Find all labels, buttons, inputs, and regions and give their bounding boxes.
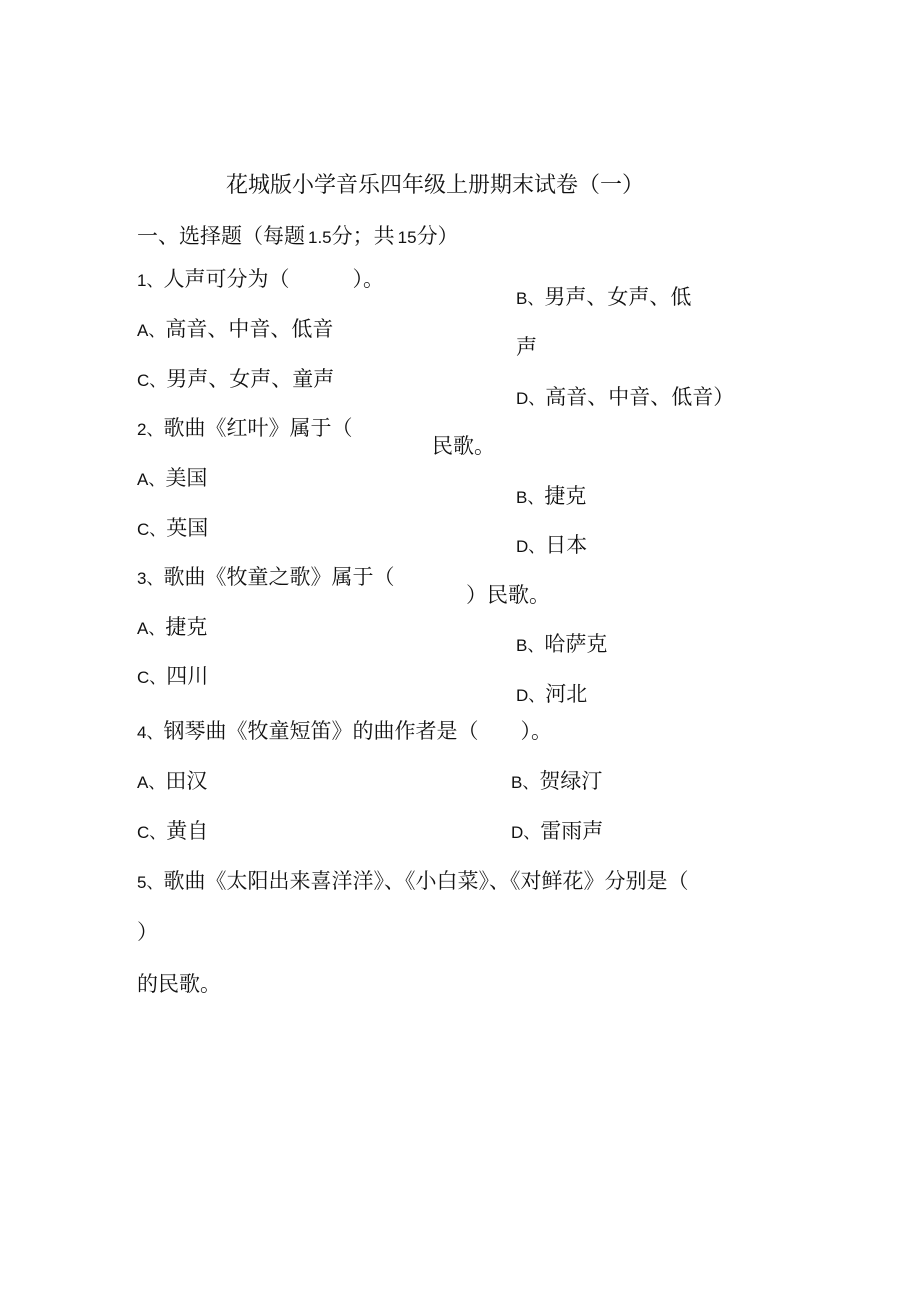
option-text: 英国 xyxy=(166,516,209,540)
option-text: 四川 xyxy=(166,664,209,688)
option-text: 美国 xyxy=(165,466,208,490)
question-number: 4、 xyxy=(137,723,164,742)
question-1-option-c xyxy=(137,365,334,395)
option-label: A、 xyxy=(137,321,166,340)
option-label: C、 xyxy=(137,823,167,842)
option-label: B、 xyxy=(516,488,545,507)
question-5-stem xyxy=(137,867,688,897)
option-label: A、 xyxy=(137,470,166,489)
section-heading-score: 1.5 xyxy=(308,228,332,247)
option-text: 雷雨声 xyxy=(540,819,604,843)
option-text: 田汉 xyxy=(165,769,208,793)
question-3-option-d xyxy=(516,680,587,710)
option-text: 河北 xyxy=(545,682,588,706)
question-2-option-b xyxy=(516,482,586,512)
option-text: 高音、中音、低音 xyxy=(165,317,334,341)
question-4-option-a xyxy=(137,767,207,797)
option-label: B、 xyxy=(516,636,545,655)
option-text: 男声、女声、童声 xyxy=(166,367,335,391)
option-label: C、 xyxy=(137,371,167,390)
question-3-option-a xyxy=(137,613,207,643)
question-text: 歌曲《牧童之歌》属于（ xyxy=(163,565,395,589)
question-4-option-c xyxy=(137,817,208,847)
question-2-option-d xyxy=(516,531,587,561)
page-title: 花城版小学音乐四年级上册期末试卷（一） xyxy=(226,173,645,198)
option-label: C、 xyxy=(137,668,167,687)
question-number: 3、 xyxy=(137,569,164,588)
question-2-option-c xyxy=(137,514,208,544)
question-4-option-d xyxy=(511,817,603,847)
question-3-stem-tail: ）民歌。 xyxy=(466,583,550,607)
section-heading-part-a: 一、选择题（每题 xyxy=(137,224,305,248)
option-text: 贺绿汀 xyxy=(539,769,603,793)
question-4-stem xyxy=(137,717,552,747)
question-1-option-b xyxy=(516,283,691,313)
question-1-option-a xyxy=(137,315,333,345)
question-1-option-d xyxy=(516,383,734,413)
section-heading xyxy=(137,222,459,252)
question-text: 歌曲《太阳出来喜洋洋》、《小白菜》、《对鲜花》分别是（ xyxy=(163,869,689,893)
question-2-stem-tail: 民歌。 xyxy=(432,434,495,458)
question-2-option-a xyxy=(137,464,207,494)
question-3-option-b xyxy=(516,630,607,660)
option-label: A、 xyxy=(137,619,166,638)
question-1-option-b-continued: 声 xyxy=(516,335,537,359)
question-2-stem xyxy=(137,414,352,444)
question-5-stem-line-3: 的民歌。 xyxy=(137,972,221,996)
option-text: 黄自 xyxy=(166,819,209,843)
option-label: D、 xyxy=(516,389,546,408)
option-label: C、 xyxy=(137,520,167,539)
question-text: 钢琴曲《牧童短笛》的曲作者是（ ）。 xyxy=(163,719,552,743)
option-text: 捷克 xyxy=(165,615,208,639)
question-5-stem-line-2: ） xyxy=(137,920,158,944)
option-text: 男声、女声、低 xyxy=(544,285,692,309)
option-label: D、 xyxy=(516,686,546,705)
question-4-option-b xyxy=(511,767,602,797)
option-text: 哈萨克 xyxy=(544,632,608,656)
option-label: B、 xyxy=(511,773,540,792)
option-label: A、 xyxy=(137,773,166,792)
question-number: 2、 xyxy=(137,420,164,439)
section-heading-part-c: 分） xyxy=(416,224,459,248)
question-3-stem xyxy=(137,563,394,593)
question-text: 人声可分为（ ）。 xyxy=(163,267,384,291)
question-number: 1、 xyxy=(137,271,164,290)
option-text: 高音、中音、低音） xyxy=(545,385,735,409)
option-label: B、 xyxy=(516,289,545,308)
question-3-option-c xyxy=(137,662,208,692)
question-number: 5、 xyxy=(137,873,164,892)
option-text: 日本 xyxy=(545,533,588,557)
option-label: D、 xyxy=(516,537,546,556)
option-label: D、 xyxy=(511,823,541,842)
section-heading-part-b: 分；共 xyxy=(331,224,395,248)
option-text: 捷克 xyxy=(544,484,587,508)
question-1-stem xyxy=(137,265,384,295)
question-text: 歌曲《红叶》属于（ xyxy=(163,416,353,440)
section-heading-total: 15 xyxy=(397,228,417,247)
